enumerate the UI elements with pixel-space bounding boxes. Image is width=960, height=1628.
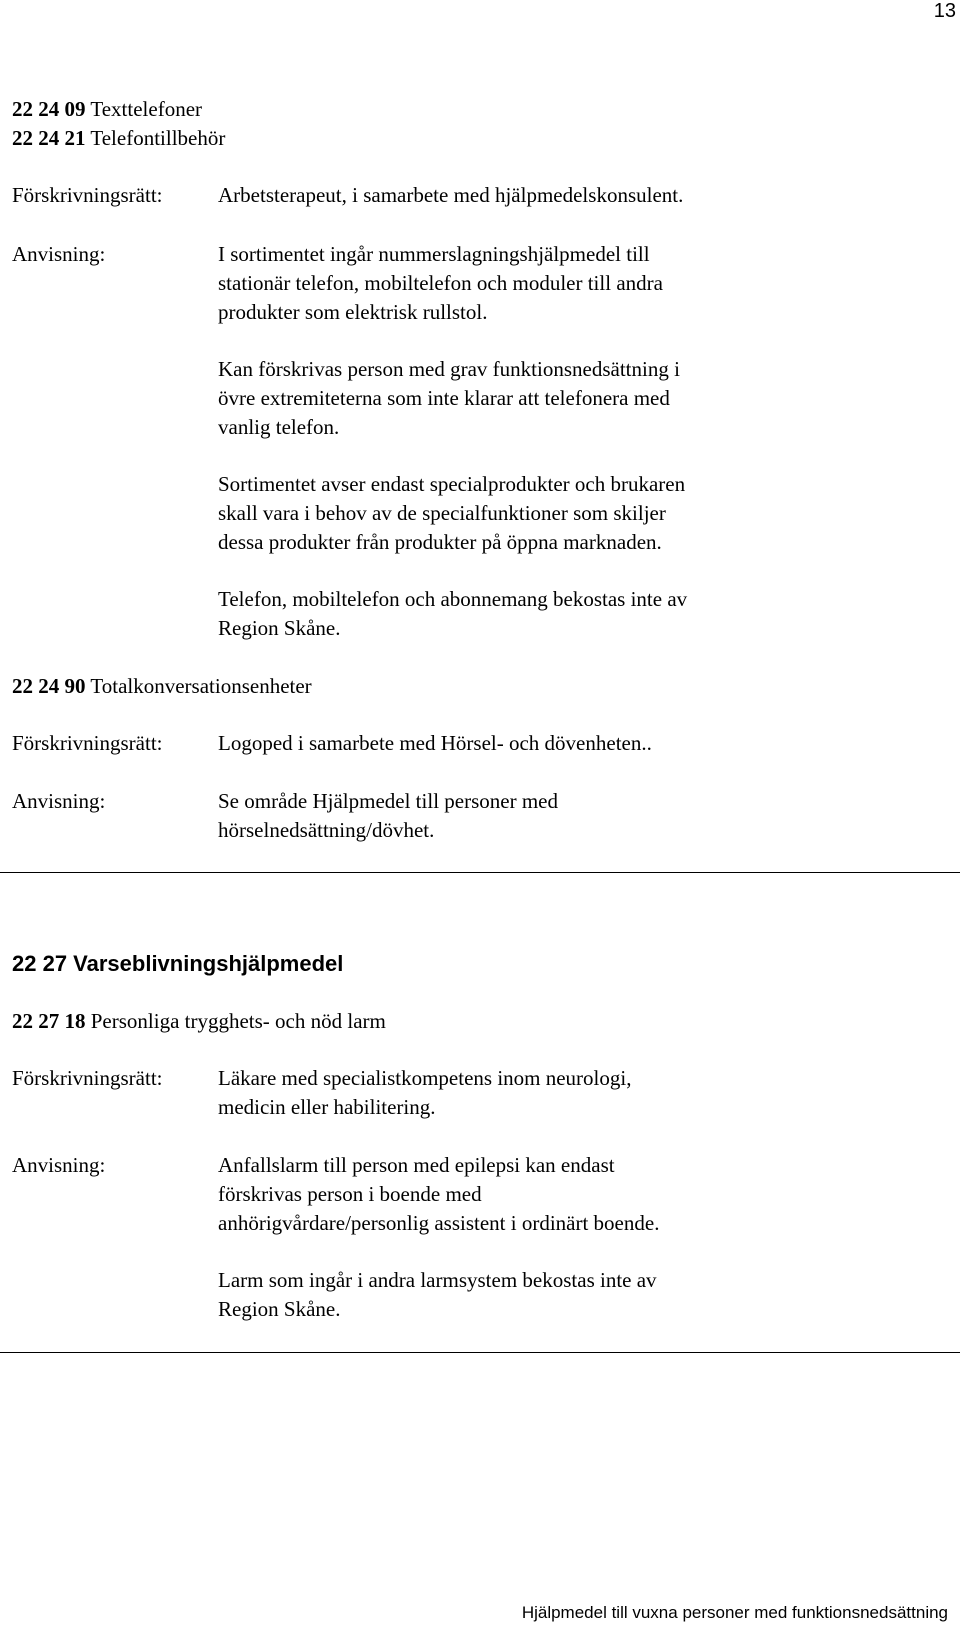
guidance-paragraph (218, 240, 663, 327)
text-line: I sortimentet ingår nummerslagningshjälpmedel till (218, 242, 650, 266)
heading-code: 22 24 09 (12, 97, 86, 121)
subheading-telefontillbehor (12, 124, 225, 153)
guidance-paragraph (218, 470, 685, 557)
guidance-label: Anvisning: (12, 242, 106, 266)
guidance-paragraph (218, 585, 687, 643)
guidance-paragraph (218, 1151, 659, 1238)
heading-title: Personliga trygghets- och nöd larm (90, 1009, 386, 1033)
guidance-paragraph (218, 787, 558, 845)
text-line: Region Skåne. (218, 1297, 341, 1321)
page-number: 13 (933, 0, 956, 22)
text-line: Region Skåne. (218, 616, 341, 640)
prescription-label: Förskrivningsrätt: (12, 183, 163, 207)
heading-title: Totalkonversationsenheter (90, 674, 312, 698)
text-line: vanlig telefon. (218, 415, 340, 439)
text-line: medicin eller habilitering. (218, 1095, 436, 1119)
subheading-totalkonversation (12, 672, 312, 701)
prescription-text (218, 1064, 631, 1122)
guidance-paragraph (218, 1266, 657, 1324)
divider (0, 1352, 960, 1353)
text-line: stationär telefon, mobiltelefon och moduler till andra (218, 271, 663, 295)
text-line: Anfallslarm till person med epilepsi kan endast (218, 1153, 615, 1177)
text-line: Kan förskrivas person med grav funktionsnedsättning i (218, 357, 680, 381)
text-line: Se område Hjälpmedel till personer med (218, 789, 558, 813)
text-line: produkter som elektrisk rullstol. (218, 300, 488, 324)
guidance-label: Anvisning: (12, 1153, 106, 1177)
text-line: hörselnedsättning/dövhet. (218, 818, 435, 842)
heading-code: 22 27 18 (12, 1009, 86, 1033)
divider (0, 872, 960, 873)
text-line: Telefon, mobiltelefon och abonnemang bekostas inte av (218, 587, 688, 611)
heading-title: Telefontillbehör (90, 126, 226, 150)
text-line: Läkare med specialistkompetens inom neurologi, (218, 1066, 632, 1090)
heading-title: Texttelefoner (90, 97, 203, 121)
prescription-text: Arbetsterapeut, i samarbete med hjälpmedelskonsulent. (218, 183, 684, 207)
prescription-label: Förskrivningsrätt: (12, 1066, 163, 1090)
prescription-text: Logoped i samarbete med Hörsel- och dövenheten.. (218, 731, 652, 755)
text-line: Larm som ingår i andra larmsystem bekostas inte av (218, 1268, 657, 1292)
text-line: anhörigvårdare/personlig assistent i ordinärt boende. (218, 1211, 660, 1235)
text-line: dessa produkter från produkter på öppna marknaden. (218, 530, 662, 554)
heading-code: 22 24 21 (12, 126, 86, 150)
guidance-label: Anvisning: (12, 789, 106, 813)
text-line: förskrivas person i boende med (218, 1182, 482, 1206)
heading-code: 22 24 90 (12, 674, 86, 698)
text-line: Sortimentet avser endast specialprodukter och brukaren (218, 472, 686, 496)
prescription-label: Förskrivningsrätt: (12, 731, 163, 755)
page-footer: Hjälpmedel till vuxna personer med funktionsnedsättning (521, 1603, 948, 1622)
subheading-texttelefoner (12, 95, 202, 124)
section-title: 22 27 Varseblivningshjälpmedel (12, 951, 344, 976)
guidance-paragraph (218, 355, 680, 442)
subheading-trygghetslarm (12, 1007, 386, 1036)
text-line: övre extremiteterna som inte klarar att telefonera med (218, 386, 670, 410)
text-line: skall vara i behov av de specialfunktioner som skiljer (218, 501, 666, 525)
